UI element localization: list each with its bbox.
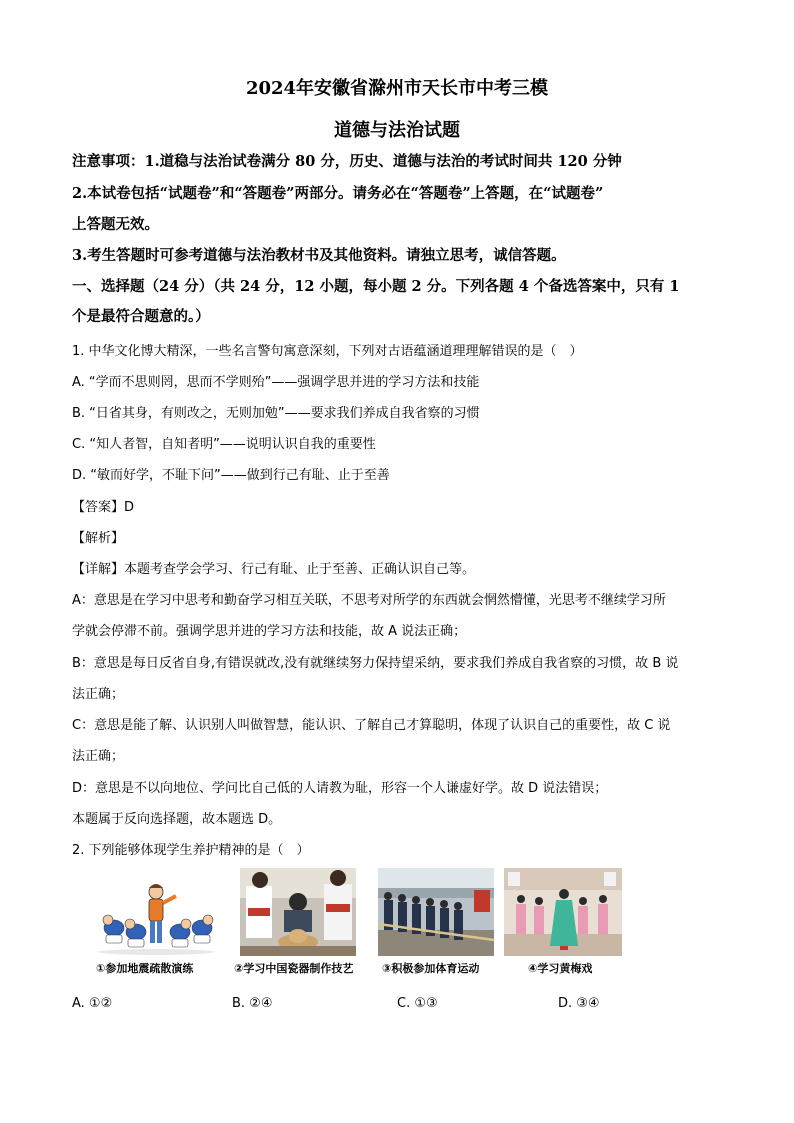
question-1-analysis-label: 【解析】 — [72, 531, 125, 546]
explanation-b-line-2: 法正确； — [72, 687, 125, 702]
huangmei-opera-photo — [504, 868, 622, 956]
notice-line-4: 3.考生答题时可参考道德与法治教材书及其他资料。请独立思考，诚信答题。 — [72, 247, 566, 264]
notice-line-3: 上答题无效。 — [72, 216, 159, 233]
question-2-option-a: A. ①② — [72, 996, 113, 1011]
picture-1-caption: ①参加地震疏散演练 — [96, 962, 194, 975]
explanation-b-line-1: B：意思是每日反省自身,有错误就改,没有就继续努力保持望采纳，要求我们养成自我省察的习惯，故 B 说 — [72, 656, 679, 671]
question-2-option-b: B. ②④ — [232, 996, 273, 1011]
notice-line-2: 2.本试卷包括“试题卷”和“答题卷”两部分。请务必在“答题卷”上答题，在“试题卷” — [72, 185, 604, 202]
question-1-conclusion: 本题属于反向选择题，故本题选 D。 — [72, 812, 282, 827]
question-1-option-a: A. “学而不思则罔，思而不学则殆”——强调学思并进的学习方法和技能 — [72, 375, 480, 390]
question-2-option-d: D. ③④ — [558, 996, 600, 1011]
question-2-stem: 2. 下列能够体现学生养护精神的是（ ） — [72, 843, 310, 858]
section-heading-line-2: 个是最符合题意的。） — [72, 308, 210, 325]
notice-line-1: 注意事项：1.道稳与法治试卷满分 80 分，历史、道德与法治的考试时间共 120 分钟 — [72, 153, 622, 170]
page-subtitle: 道德与法治试题 — [334, 120, 460, 141]
earthquake-drill-illustration — [96, 868, 216, 956]
picture-3-caption: ③积极参加体育运动 — [382, 962, 480, 975]
question-2-option-c: C. ①③ — [397, 996, 438, 1011]
page-title: 2024年安徽省滁州市天长市中考三模 — [245, 78, 549, 99]
picture-2-caption: ②学习中国瓷器制作技艺 — [234, 962, 354, 975]
question-1-option-b: B. “日省其身，有则改之，无则加勉”——要求我们养成自我省察的习惯 — [72, 406, 480, 421]
explanation-d-line-1: D：意思是不以向地位、学问比自己低的人请教为耻，形容一个人谦虚好学。故 D 说法错误； — [72, 781, 608, 796]
question-1-detail: 【详解】本题考查学会学习、行己有耻、止于至善、正确认识自己等。 — [72, 562, 476, 577]
picture-4-caption: ④学习黄梅戏 — [528, 962, 593, 975]
explanation-c-line-2: 法正确； — [72, 749, 125, 764]
tug-of-war-photo — [378, 868, 494, 956]
explanation-a-line-1: A：意思是在学习中思考和勤奋学习相互关联，不思考对所学的东西就会惘然懵懂，光思考不继续学习所 — [72, 593, 666, 608]
question-1-option-c: C. “知人者智，自知者明”——说明认识自我的重要性 — [72, 437, 376, 452]
porcelain-making-photo — [240, 868, 356, 956]
explanation-c-line-1: C：意思是能了解、认识别人叫做智慧，能认识、了解自己才算聪明，体现了认识自己的重要性，故 C 说 — [72, 718, 671, 733]
question-1-option-d: D. “敏而好学，不耻下问”——做到行己有耻、止于至善 — [72, 468, 390, 483]
explanation-a-line-2: 学就会停滞不前。强调学思并进的学习方法和技能，故 A 说法正确； — [72, 624, 467, 639]
section-heading-line-1: 一、选择题（24 分）（共 24 分，12 小题，每小题 2 分。下列各题 4 个备选答案中，只有 1 — [72, 278, 680, 295]
question-1-answer: 【答案】D — [72, 500, 135, 515]
question-1-stem: 1. 中华文化博大精深，一些名言警句寓意深刻，下列对古语蕴涵道理理解错误的是（ ） — [72, 344, 583, 359]
